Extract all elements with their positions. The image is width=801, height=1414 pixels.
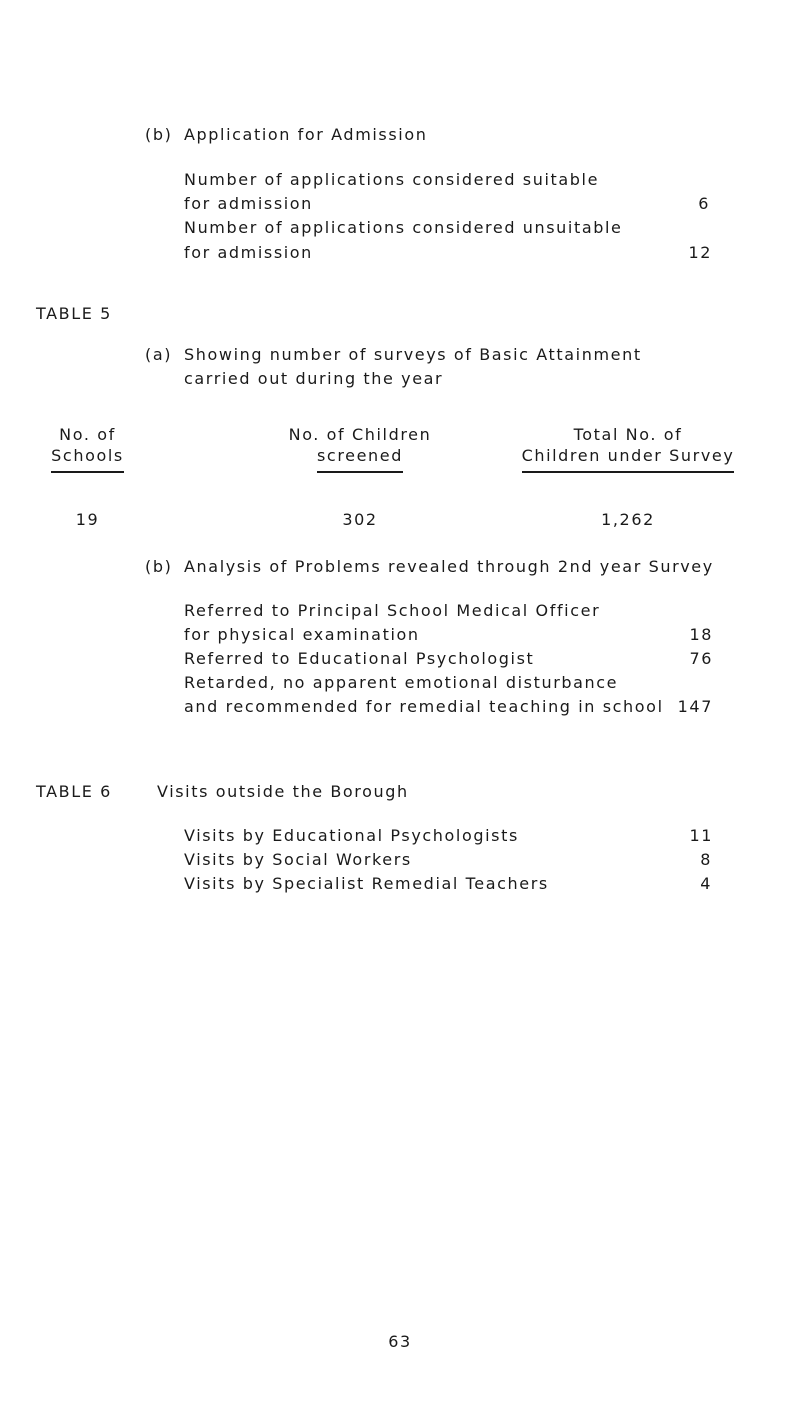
column-header-line2: Children under Survey bbox=[522, 446, 735, 473]
unsuitable-label-line2: for admission bbox=[184, 243, 313, 262]
column-header bbox=[488, 425, 768, 473]
page-number: 63 bbox=[388, 1332, 412, 1351]
list-item-line2: for physical examination bbox=[184, 625, 420, 644]
table-label: TABLE 6 bbox=[36, 782, 112, 801]
list-item-value: 11 bbox=[689, 826, 713, 845]
column-header bbox=[25, 425, 150, 473]
list-item-value: 8 bbox=[700, 850, 712, 869]
list-item-value: 4 bbox=[700, 874, 712, 893]
suitable-value: 6 bbox=[698, 194, 710, 213]
column-header bbox=[255, 425, 465, 473]
column-header-line2: Schools bbox=[51, 446, 124, 473]
list-item-line2: and recommended for remedial teaching in school bbox=[184, 697, 664, 716]
list-item-line1: Referred to Principal School Medical Officer bbox=[184, 601, 601, 620]
column-header-line1: No. of Children bbox=[288, 425, 432, 444]
table-cell: 302 bbox=[342, 510, 378, 529]
section-heading: Visits outside the Borough bbox=[157, 782, 409, 801]
section-heading-line1: Showing number of surveys of Basic Attainment bbox=[184, 345, 642, 364]
column-header-line1: No. of bbox=[59, 425, 116, 444]
suitable-label-line1: Number of applications considered suitable bbox=[184, 170, 600, 189]
list-item-value: 76 bbox=[689, 649, 713, 668]
list-item-label: Visits by Educational Psychologists bbox=[184, 826, 519, 845]
list-item-value: 18 bbox=[689, 625, 713, 644]
section-heading: Application for Admission bbox=[184, 125, 428, 144]
list-item-line1: Referred to Educational Psychologist bbox=[184, 649, 535, 668]
column-header-line1: Total No. of bbox=[573, 425, 683, 444]
table-label: TABLE 5 bbox=[36, 304, 112, 323]
unsuitable-value: 12 bbox=[688, 243, 712, 262]
column-header-line2: screened bbox=[317, 446, 403, 473]
list-item-line1: Retarded, no apparent emotional disturbance bbox=[184, 673, 619, 692]
section-marker: (a) bbox=[145, 345, 173, 364]
section-marker: (b) bbox=[145, 125, 173, 144]
list-item-label: Visits by Specialist Remedial Teachers bbox=[184, 874, 549, 893]
suitable-label-line2: for admission bbox=[184, 194, 313, 213]
unsuitable-label-line1: Number of applications considered unsuitable bbox=[184, 218, 623, 237]
list-item-label: Visits by Social Workers bbox=[184, 850, 412, 869]
table-cell: 1,262 bbox=[601, 510, 655, 529]
section-heading-line2: carried out during the year bbox=[184, 369, 444, 388]
list-item-value: 147 bbox=[677, 697, 713, 716]
section-heading: Analysis of Problems revealed through 2nd year Survey bbox=[184, 557, 714, 576]
table-cell: 19 bbox=[75, 510, 100, 529]
section-marker: (b) bbox=[145, 557, 173, 576]
